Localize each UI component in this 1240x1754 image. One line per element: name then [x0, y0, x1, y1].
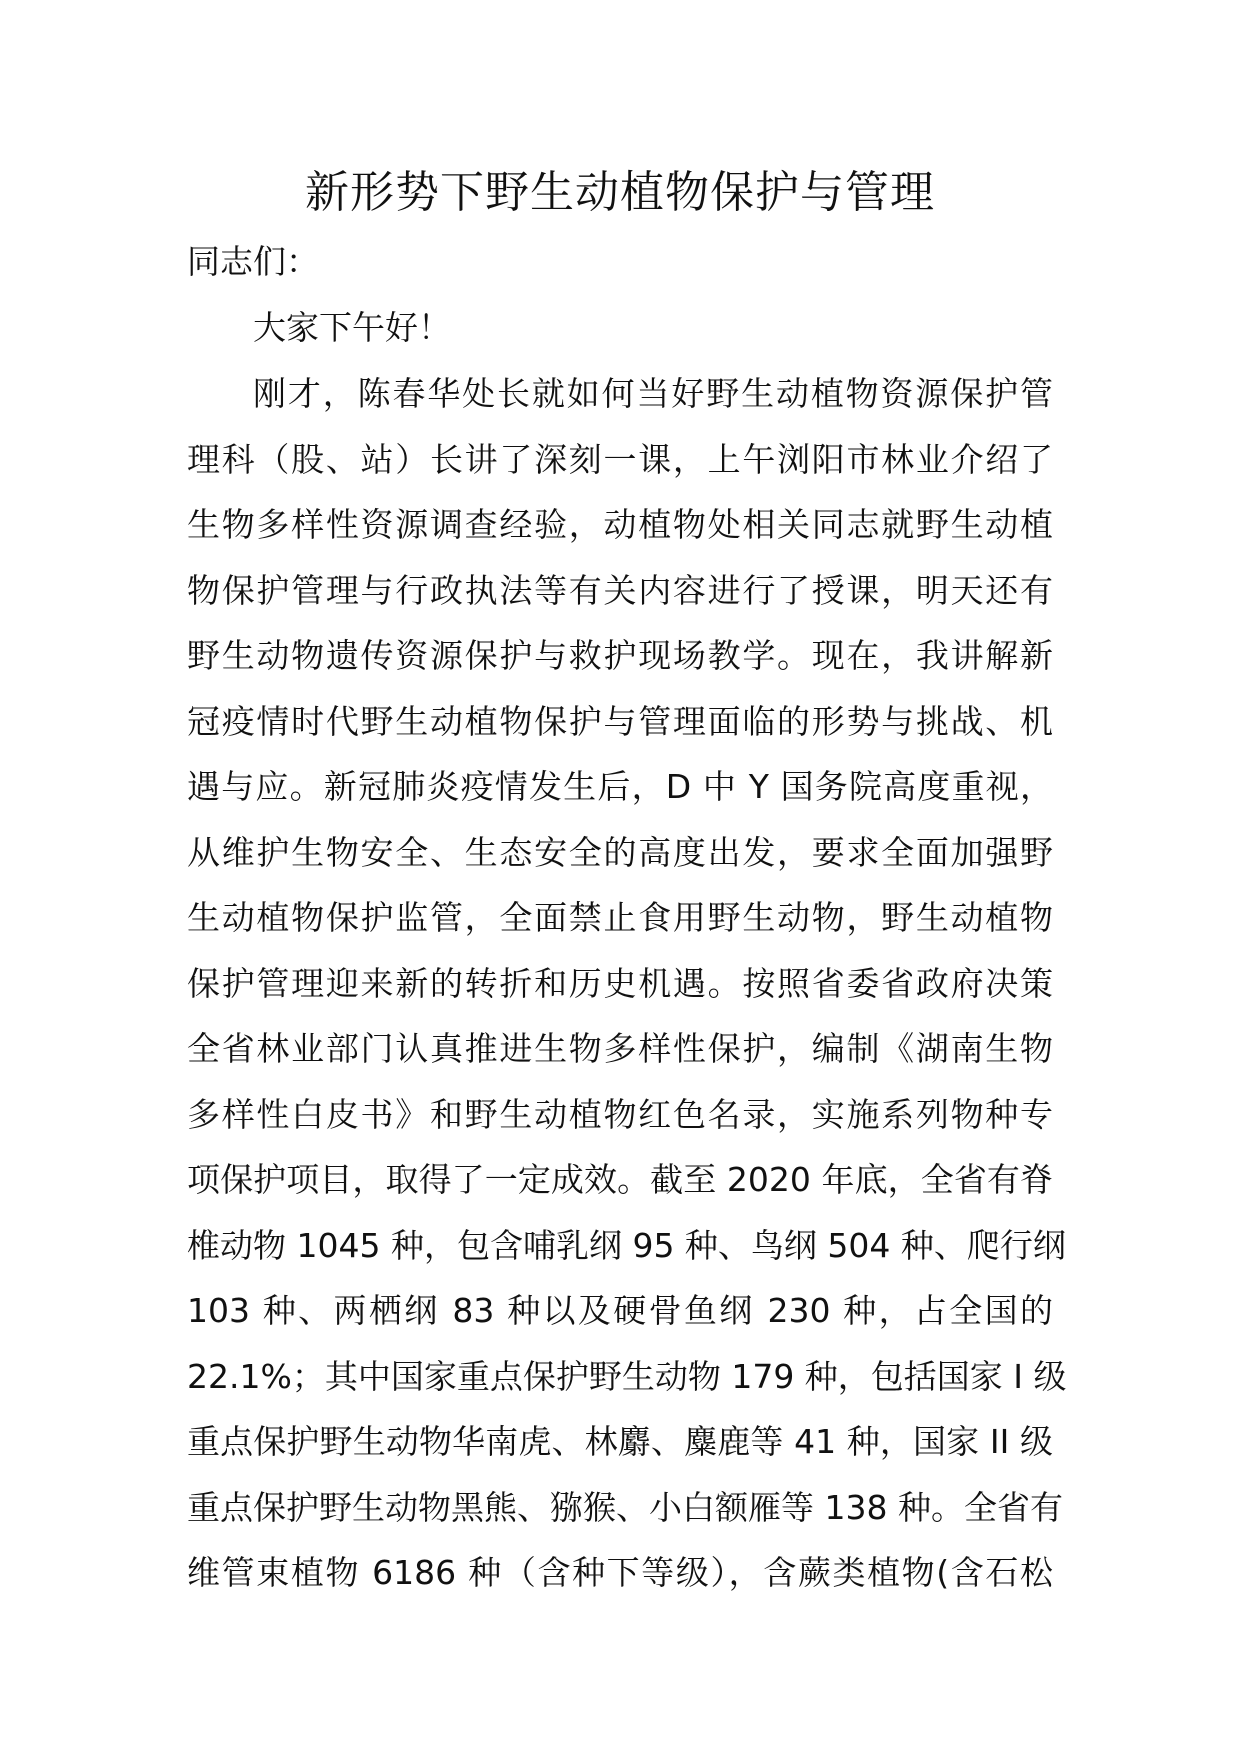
body-line: 生动植物保护监管，全面禁止食用野生动物，野生动植物 — [187, 898, 1053, 937]
body-line: 多样性白皮书》和野生动植物红色名录，实施系列物种专 — [187, 1094, 1053, 1134]
greeting: 大家下午好！ — [253, 308, 451, 347]
body-line: 物保护管理与行政执法等有关内容进行了授课，明天还有 — [187, 570, 1053, 610]
body-line: 野生动物遗传资源保护与救护现场教学。现在，我讲解新 — [187, 636, 1053, 675]
body-line: 冠疫情时代野生动植物保护与管理面临的形势与挑战、机 — [187, 701, 1053, 741]
body-line: 22.1%；其中国家重点保护野生动物 179 种，包括国家 I 级 — [187, 1356, 1067, 1396]
body-text — [187, 369, 1067, 1614]
body-line: 刚才，陈春华处长就如何当好野生动植物资源保护管 — [253, 374, 1053, 413]
document-title: 新形势下野生动植物保护与管理 — [305, 167, 935, 218]
body-line: 从维护生物安全、生态安全的高度出发，要求全面加强野 — [187, 832, 1053, 872]
salutation: 同志们： — [187, 242, 319, 281]
body-line: 生物多样性资源调查经验，动植物处相关同志就野生动植 — [187, 505, 1053, 544]
body-line: 重点保护野生动物华南虎、林麝、麋鹿等 41 种，国家 II 级 — [187, 1422, 1053, 1461]
body-line: 保护管理迎来新的转折和历史机遇。按照省委省政府决策 — [187, 963, 1053, 1003]
body-line: 项保护项目，取得了一定成效。截至 2020 年底，全省有脊 — [187, 1160, 1053, 1199]
body-line: 重点保护野生动物黑熊、猕猴、小白额雁等 138 种。全省有 — [187, 1487, 1063, 1527]
body-line: 椎动物 1045 种，包含哺乳纲 95 种、鸟纲 504 种、爬行纲 — [187, 1225, 1066, 1265]
body-line: 维管束植物 6186 种（含种下等级），含蕨类植物(含石松 — [187, 1553, 1053, 1592]
body-line: 103 种、两栖纲 83 种以及硬骨鱼纲 230 种，占全国的 — [187, 1291, 1053, 1330]
body-line: 全省林业部门认真推进生物多样性保护，编制《湖南生物 — [187, 1029, 1053, 1068]
body-line: 遇与应。新冠肺炎疫情发生后，D 中 Y 国务院高度重视， — [187, 767, 1053, 806]
body-line: 理科（股、站）长讲了深刻一课，上午浏阳市林业介绍了 — [187, 439, 1053, 479]
